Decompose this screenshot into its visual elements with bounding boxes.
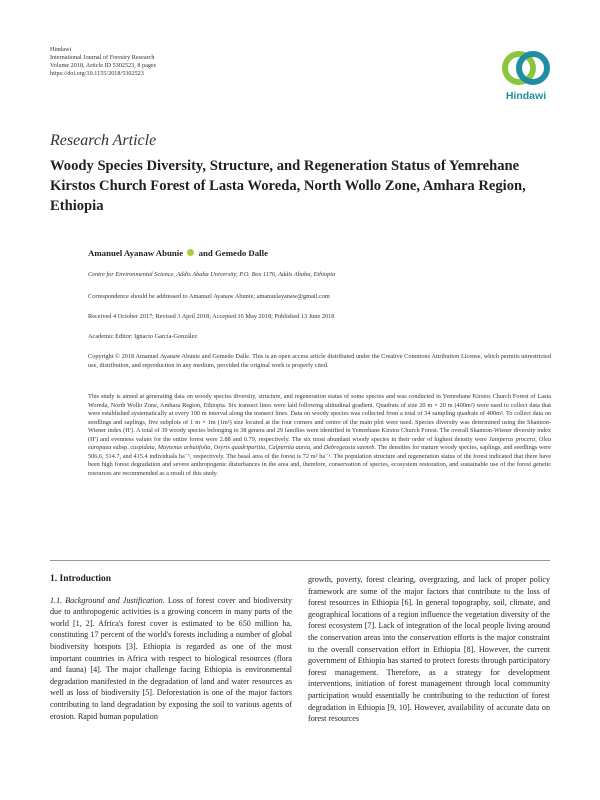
species-name: Osyris quadripartita	[213, 444, 266, 451]
publisher-name: Hindawi	[50, 46, 72, 53]
species-name: Juniperus procera	[488, 435, 536, 443]
author-2[interactable]: and Gemedo Dalle	[198, 248, 268, 258]
abstract-sep: ,	[210, 444, 214, 451]
affiliation: Centre for Environmental Science, Addis Ababa University, P.O. Box 1176, Addis Ababa, Ethiopia	[88, 271, 336, 278]
abstract-sep: , and	[309, 444, 324, 451]
journal-meta	[50, 46, 156, 78]
journal-name: International Journal of Forestry Research	[50, 54, 155, 61]
abstract-part: . The densities for mature woody species, saplings, and seedlings were 506.6, 514.7, and 415.4 individuals ha⁻¹, respectively. The basal area of the forest is 72 m² ha⁻¹. The population structure and regeneration status of the forest indicated that there have been high forest degradation and severe anthropogenic disturbances in the area and, therefore, conservation of species, ecosystem restoration, and sustainable use of the forest genetic resources are recommended as a result of this study.	[88, 444, 552, 477]
text-column-right	[308, 574, 550, 725]
orcid-icon[interactable]	[187, 249, 194, 256]
section-divider	[50, 560, 550, 561]
copyright-notice: Copyright © 2018 Amanuel Ayanaw Abunie and Gemedo Dalle. This is an open access article distributed under the Creative Commons Attribution License, which permits unrestricted use, distribution, and reproduction in any medium, provided the original work is properly cited.	[88, 353, 551, 369]
correspondence: Correspondence should be addressed to Amanuel Ayanaw Abunie; amanuelayanaw@gmail.com	[88, 293, 330, 300]
hindawi-logo-text: Hindawi	[505, 90, 547, 102]
species-name: Calpurnia aurea	[268, 444, 310, 451]
article-title: Woody Species Diversity, Structure, and Regeneration Status of Yemrehane Kirstos Church Forest of Lasta Woreda, North Wollo Zone, Amhara Region, Ethiopia	[50, 158, 526, 214]
species-name: Olea europaea	[88, 435, 551, 451]
abstract-part: This study is aimed at generating data on woody species diversity, structure, and regeneration status of some species and was conducted in Yemrehane Kirstos Church Forest of Lasta Woreda, North Wollo Zone, Amhara Region, Ethiopia. Six transect lines were laid following altitudinal gradient. Quadrats of size 20 m × 20 m (400m²) were used to collect data that were established systematically at every 100 m interval along the transect lines. Data on woody species was collected from a total of 34 sampling quadrats of 400m². To collect data on seedlings and saplings, five subplots of 1 m × 1m (1m²) size located at the four corners and centre of the main plot were used. Species diversity was determined using the Shannon-Wiener index (H′). A total of 39 woody species belonging to 38 genera and 29 families were identified in Yemrehane Kirstos Church Forest. The overall Shannon-Wiener diversity index (H′) and evenness values for the entire forest were 2.88 and 0.79, respectively. The six most abundant woody species in their order of highest density were	[88, 393, 551, 443]
paragraph-text: Loss of forest cover and biodiversity due to anthropogenic activities is a growing concern in many parts of the world [1, 2]. Africa's forest cover is estimated to be 650 million ha, constituting 17 percent of the world's forests including a number of global biodiversity hotspots [3]. Ethiopia is regarded as one of the most important countries in Africa with respect to biological resources (flora and fauna) [4]. The major challenge facing Ethiopia is environmental degradation manifested in the degradation of land and water resources as well as loss of biodiversity [5]. Deforestation is one of the major factors contributing to land degradation by exposing the soil to various agents of erosion. Rapid human population	[50, 595, 292, 721]
author-1[interactable]: Amanuel Ayanaw Abunie	[88, 248, 184, 258]
species-name: Debregeasia saeneb	[323, 444, 375, 451]
academic-editor: Academic Editor: Ignacio García-González	[88, 333, 198, 340]
text-column-left	[50, 574, 292, 722]
abstract-sep: ,	[265, 444, 269, 451]
article-type: Research Article	[50, 132, 157, 149]
doi-link[interactable]: https://doi.org/10.1155/2018/5302523	[50, 70, 144, 77]
abstract-sep: subsp.	[111, 444, 131, 451]
section-heading-introduction: 1. Introduction	[50, 574, 112, 584]
abstract	[88, 393, 551, 478]
subsection-heading: 1.1. Background and Justification.	[50, 595, 165, 605]
volume-line: Volume 2018, Article ID 5302523, 8 pages	[50, 62, 157, 69]
publication-dates: Received 4 October 2017; Revised 3 April 2018; Accepted 16 May 2018; Published 13 June 2018	[88, 313, 335, 320]
species-name: Maytenus arbutifolia	[157, 444, 211, 451]
abstract-sep: ,	[154, 444, 158, 451]
paragraph-text: growth, poverty, forest clearing, overgrazing, and lack of proper policy framework are some of the major factors that contribute to the loss of forest resources in Ethiopia [6]. In general topography, soil, climate, and geographical locations of a region influence the vegetation diversity of the forest ecosystem [7]. Lack of integration of the local people living around the conservation areas into the conservation efforts is the major constraint to the overall conservation effort in Ethiopia [8]. However, the current government of Ethiopia has started to protect forests through participatory forest management. Therefore, as a strategy for development interventions, initiation of forest management through local community participation would essentially be contributing to the reduction of forest degradation in Ethiopia [9, 10]. However, availability of accurate data on forest resources	[308, 575, 550, 724]
abstract-sep: ,	[535, 435, 539, 443]
species-name: cuspidata	[130, 444, 155, 451]
paragraph	[50, 595, 292, 723]
author-list	[88, 248, 268, 258]
